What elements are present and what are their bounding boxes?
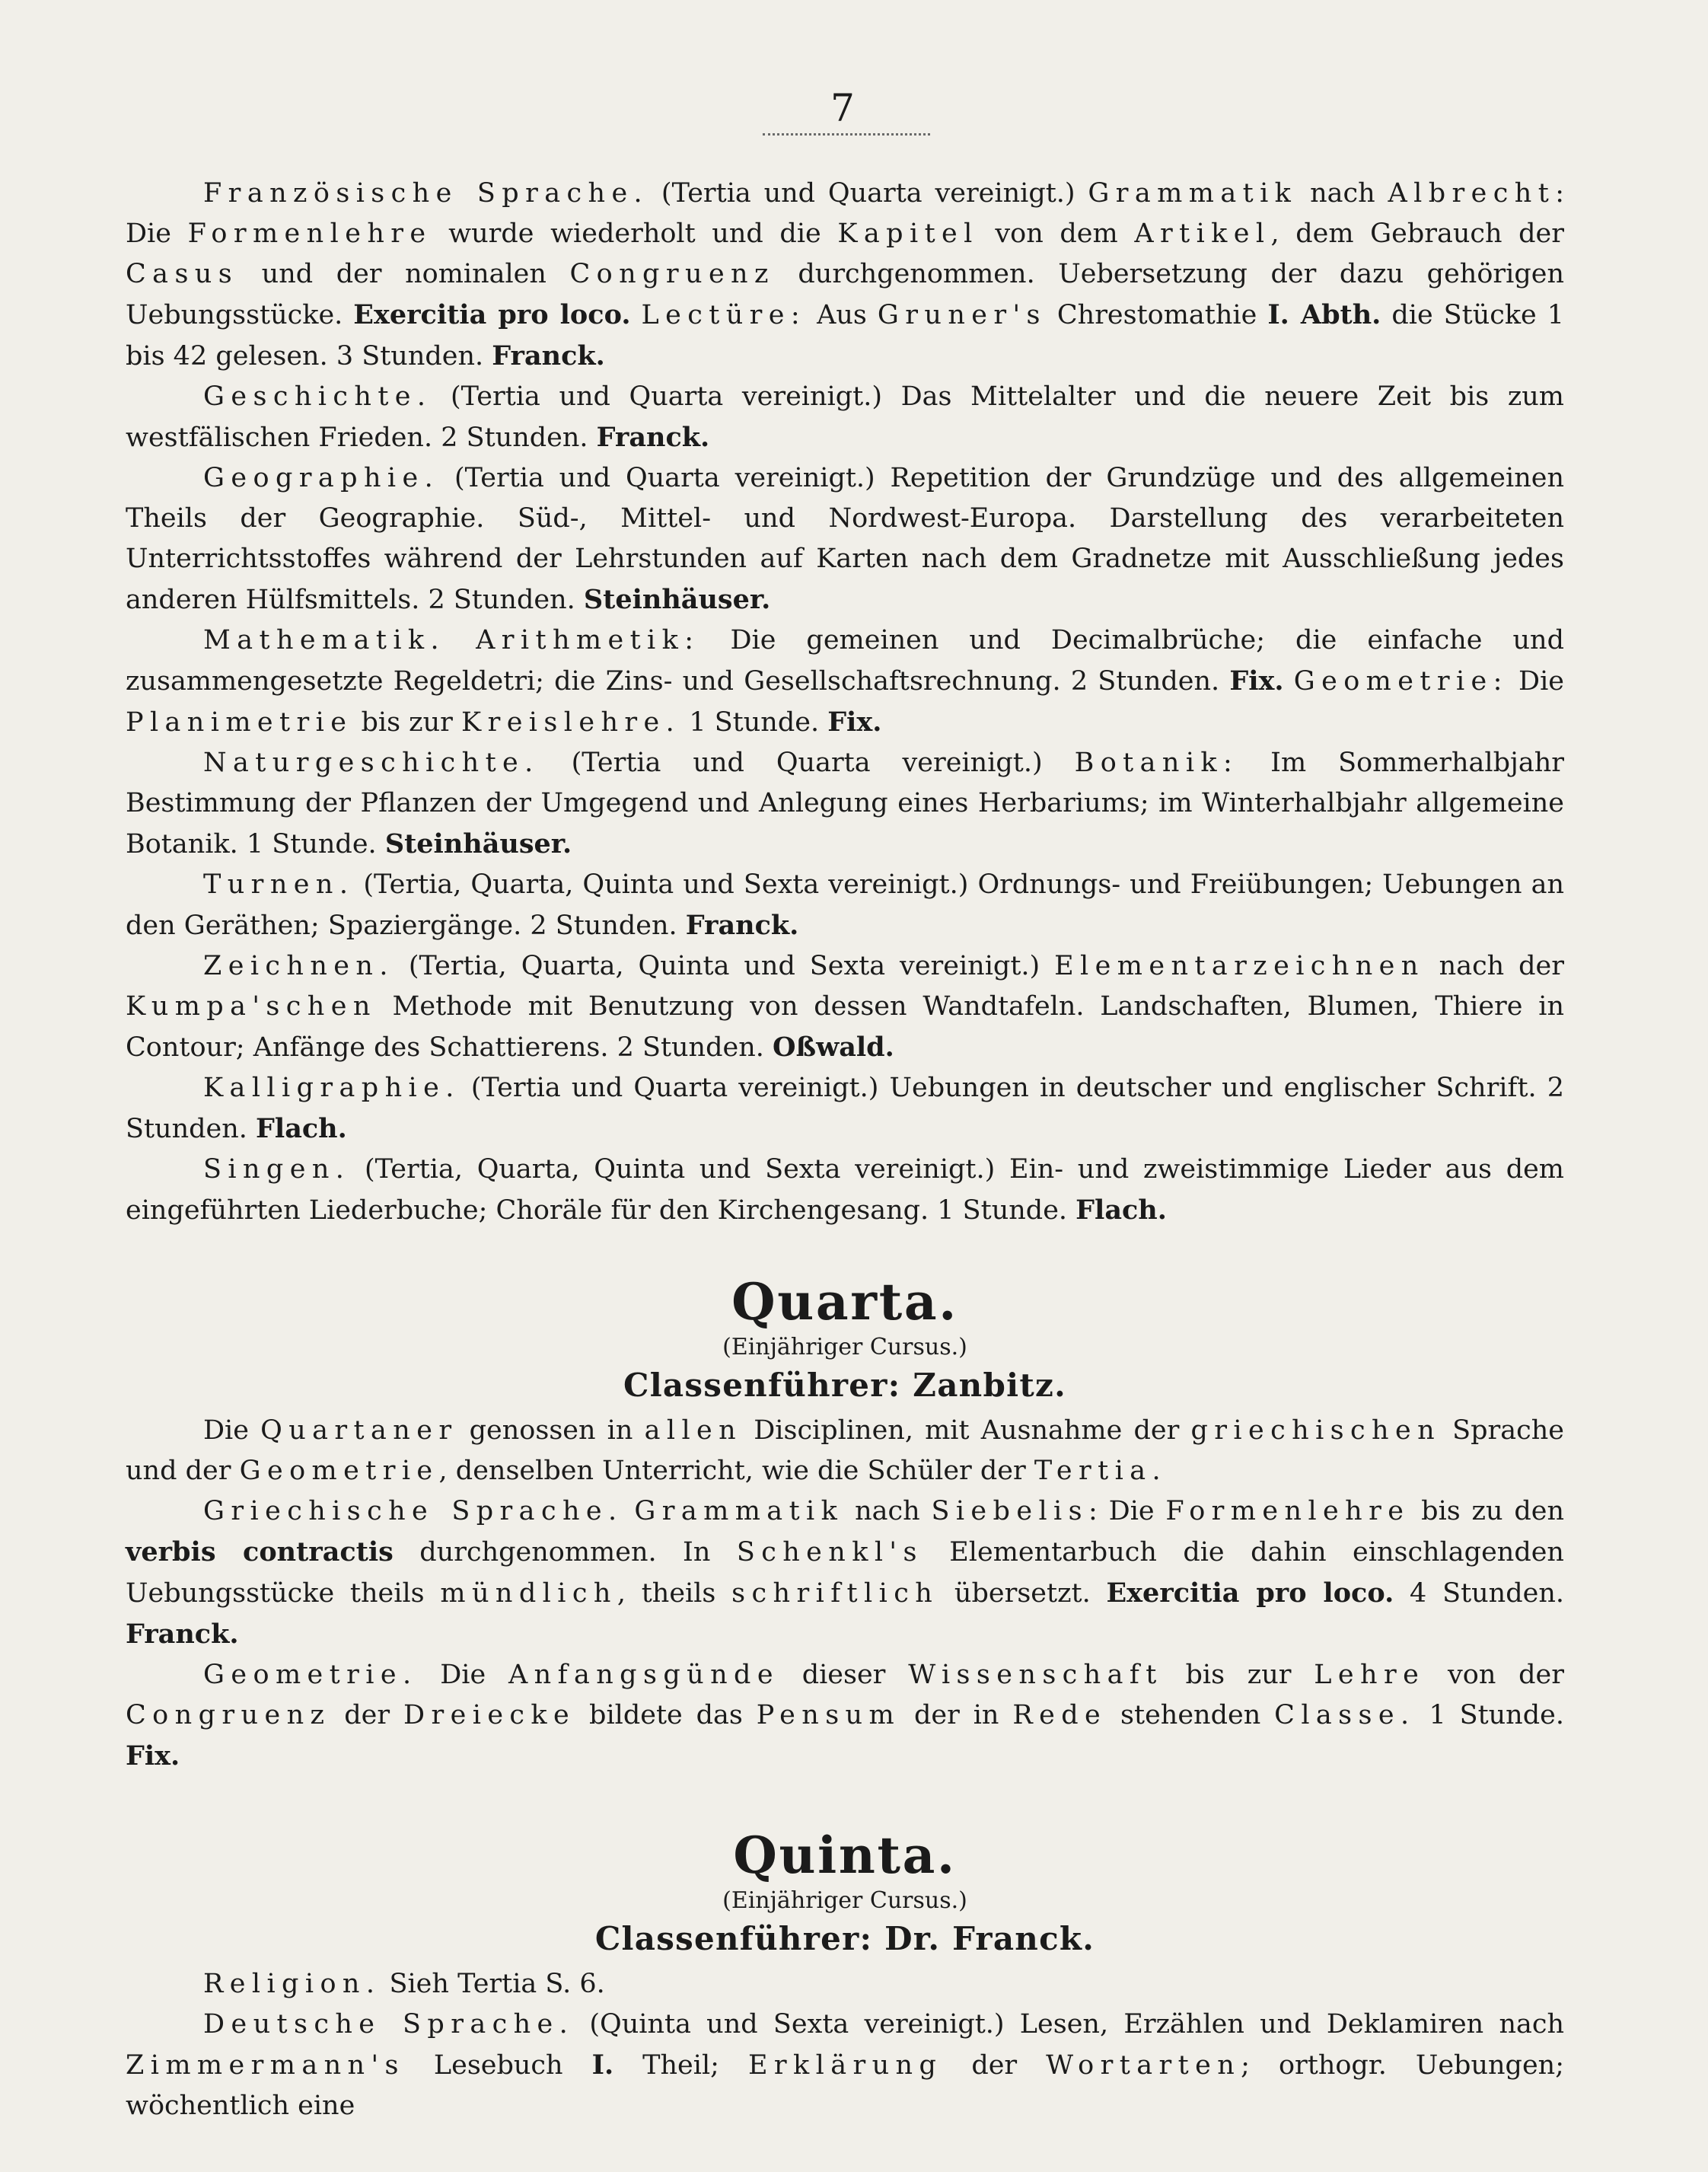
latin-term: I. Abth. [1267, 299, 1381, 330]
text: : Die [1088, 1496, 1166, 1526]
paragraph-kalligraphie [126, 1068, 1564, 1150]
text: nach [843, 1496, 932, 1526]
emphasis: Congruenz [126, 1700, 331, 1730]
paragraph-geschichte [126, 377, 1564, 458]
text: (Tertia, Quarta, Quinta und Sexta vereinigt.) [394, 951, 1055, 981]
paragraph-naturgeschichte [126, 743, 1564, 865]
emphasis: mündlich [440, 1578, 617, 1609]
subject-label: Deutsche Sprache. [203, 2009, 575, 2040]
emphasis: Classe. [1274, 1700, 1416, 1730]
emphasis: Kumpa'schen [126, 991, 377, 1022]
paragraph-griechisch [126, 1491, 1564, 1655]
paragraph-singen [126, 1150, 1564, 1231]
text: bildete das [575, 1700, 757, 1730]
text: (Tertia, Quarta, Quinta und Sexta vereinigt.) Ein- und zweistimmige Lieder aus dem eingeführten Liederbuche; Choräle für den Kirchengesang. 1 Stunde. [126, 1154, 1564, 1226]
section-title-quarta: Quarta. [731, 1272, 958, 1332]
subject-label: Singen. [203, 1154, 351, 1185]
page-content [126, 174, 1564, 2126]
emphasis: Erklärung [747, 2050, 943, 2081]
emphasis: schriftlich [731, 1578, 939, 1609]
text: Methode mit Benutzung von dessen Wandtafeln. Landschaften, Blumen, Thiere in Contour; Anfänge des Schattierens. 2 Stunden. [126, 991, 1564, 1063]
subject-label: Religion. [203, 1969, 381, 1999]
emphasis: griechischen [1190, 1415, 1442, 1446]
paragraph-turnen [126, 865, 1564, 946]
paragraph-franzoesisch [126, 174, 1564, 377]
text: , dem Gebrauch der [1270, 218, 1564, 249]
paragraph-religion [126, 1964, 1564, 2005]
subject-label: Naturgeschichte. [203, 748, 540, 778]
paragraph-mathematik [126, 620, 1564, 743]
emphasis: Kapitel [837, 218, 979, 249]
text: bis zur [352, 707, 462, 738]
teacher-name: Flach. [1075, 1194, 1167, 1226]
emphasis: allen [644, 1415, 743, 1446]
emphasis: Grammatik [634, 1496, 844, 1526]
text: der [330, 1700, 404, 1730]
text: 1 Stunde. [1415, 1700, 1564, 1730]
text: der [942, 2050, 1047, 2081]
latin-term: I. [591, 2049, 614, 2081]
text: (Tertia und Quarta vereinigt.) Repetition der Grundzüge und des allgemeinen Theils der Geographie. Süd-, Mittel- und Nordwest-Europa. Darstellung des verarbeiteten Unterrichtsstoffes während der Lehrstunden auf Karten nach dem Gradnetze mit Ausschließung jedes anderen Hülfsmittels. 2 Stunden. [126, 463, 1564, 615]
emphasis: Congruenz [569, 259, 775, 289]
emphasis: Wissenschaft [908, 1660, 1163, 1690]
emphasis: Geometrie [239, 1456, 439, 1486]
section-spacer [126, 1231, 1564, 1272]
text: (Tertia und Quarta vereinigt.) [539, 748, 1075, 778]
emphasis: Artikel [1134, 218, 1271, 249]
emphasis: Lehre [1314, 1660, 1426, 1690]
text: 1 Stunde. [680, 707, 828, 738]
paragraph-geometrie [126, 1655, 1564, 1777]
latin-term: verbis contractis [126, 1536, 394, 1568]
emphasis: Formenlehre [1165, 1496, 1410, 1526]
emphasis: Dreiecke [403, 1700, 576, 1730]
subject-label: Französische Sprache. [203, 178, 649, 209]
emphasis: Albrecht [1388, 178, 1556, 209]
emphasis: Botanik: [1074, 748, 1239, 778]
teacher-name: Steinhäuser. [384, 828, 572, 860]
text [445, 625, 476, 655]
text: (Tertia und Quarta vereinigt.) [648, 178, 1088, 209]
text: Lesebuch [404, 2050, 592, 2081]
emphasis: Kreislehre. [461, 707, 681, 738]
emphasis: Anfangsgünde [508, 1660, 779, 1690]
subject-label: Kalligraphie. [203, 1073, 460, 1103]
teacher-name: Oßwald. [773, 1032, 894, 1063]
paragraph-deutsch [126, 2005, 1564, 2126]
text: (Tertia und Quarta vereinigt.) Das Mittelalter und die neuere Zeit bis zum westfälischen Frieden. 2 Stunden. [126, 381, 1564, 453]
subject-label: Griechische Sprache. [203, 1496, 623, 1526]
page-number: 7 [830, 86, 855, 130]
emphasis: Wortarten [1046, 2050, 1241, 2081]
class-teacher-line: Classenführer: Zanbitz. [623, 1367, 1066, 1404]
emphasis: Formenlehre [187, 218, 432, 249]
text: übersetzt. [938, 1578, 1107, 1609]
text: durchgenommen. Uebersetzung der dazu gehörigen Uebungsstücke. [126, 259, 1564, 330]
emphasis: Pensum [756, 1700, 901, 1730]
emphasis: Tertia. [1034, 1456, 1167, 1486]
emphasis: Geometrie: [1293, 666, 1509, 697]
text [1284, 666, 1294, 697]
emphasis: Zimmermann's [126, 2050, 405, 2081]
text [623, 1496, 635, 1526]
text: bis zur [1162, 1660, 1314, 1690]
text: : Die [126, 178, 1564, 249]
subject-label: Turnen. [203, 869, 355, 900]
text: stehenden [1107, 1700, 1275, 1730]
section-subtitle: (Einjähriger Cursus.) [722, 1334, 967, 1360]
text: , theils [617, 1578, 732, 1609]
text: 4 Stunden. [1394, 1578, 1565, 1609]
text: bis zu den [1410, 1496, 1565, 1526]
teacher-name: Fix. [827, 706, 882, 738]
subject-label: Mathematik. [203, 625, 446, 655]
section-spacer [126, 1777, 1564, 1826]
text: von der [1425, 1660, 1564, 1690]
latin-term: Exercitia pro loco. [1106, 1577, 1394, 1609]
section-subtitle: (Einjähriger Cursus.) [722, 1887, 967, 1914]
text: Die gemeinen und Decimalbrüche; die einfache und zusammengesetzte Regeldetri; die Zins- und Gesellschaftsrechnung. 2 Stunden. [126, 625, 1564, 697]
teacher-name: Franck. [596, 422, 710, 453]
text: Die [417, 1660, 508, 1690]
emphasis: Casus [126, 259, 239, 289]
emphasis: Siebelis [931, 1496, 1089, 1526]
text: Aus [806, 300, 878, 330]
text: der in [900, 1700, 1013, 1730]
class-teacher-line: Classenführer: Dr. Franck. [594, 1920, 1095, 1957]
text: (Tertia, Quarta, Quinta und Sexta vereinigt.) Ordnungs- und Freiübungen; Uebungen an den Geräthen; Spaziergänge. 2 Stunden. [126, 869, 1564, 941]
teacher-name: Franck. [685, 910, 799, 941]
text: Disciplinen, mit Ausnahme der [742, 1415, 1191, 1446]
emphasis: Gruner's [877, 300, 1047, 330]
paragraph-geographie [126, 458, 1564, 620]
emphasis: Planimetrie [126, 707, 353, 738]
subject-label: Zeichnen. [203, 951, 394, 981]
text: (Tertia und Quarta vereinigt.) Uebungen in deutscher und englischer Schrift. 2 Stunden. [126, 1073, 1564, 1144]
emphasis: Schenkl's [736, 1537, 923, 1568]
teacher-name: Franck. [492, 340, 605, 372]
emphasis: Lectüre: [641, 300, 807, 330]
latin-term: Exercitia pro loco. [353, 299, 631, 330]
paragraph-quarta-intro [126, 1411, 1564, 1491]
page-number-rule [763, 133, 930, 136]
paragraph-zeichnen [126, 946, 1564, 1068]
teacher-name: Flach. [256, 1113, 347, 1144]
subject-label: Geometrie. [203, 1660, 418, 1690]
emphasis: Grammatik [1088, 178, 1298, 209]
text: Theil; [613, 2050, 748, 2081]
text: ; orthogr. Uebungen; wöchentlich eine [126, 2050, 1564, 2121]
text: Elementarbuch die dahin einschlagenden Uebungsstücke theils [126, 1537, 1564, 1609]
teacher-name: Fix. [1229, 665, 1284, 697]
emphasis: Quartaner [260, 1415, 458, 1446]
subject-label: Geschichte. [203, 381, 432, 412]
text: Die [203, 1415, 261, 1446]
teacher-name: Fix. [126, 1740, 180, 1772]
text [631, 300, 642, 330]
text: , denselben Unterricht, wie die Schüler der [438, 1456, 1034, 1486]
text: von dem [978, 218, 1135, 249]
text: Chrestomathie [1046, 300, 1268, 330]
emphasis: Elementarzeichnen [1054, 951, 1425, 981]
text: Sieh Tertia S. 6. [381, 1969, 605, 1999]
text: durchgenommen. In [393, 1537, 737, 1568]
text: und der nominalen [238, 259, 570, 289]
text: Im Sommerhalbjahr Bestimmung der Pflanzen der Umgegend und Anlegung eines Herbariums; im Winterhalbjahr allgemeine Botanik. 1 Stunde. [126, 748, 1564, 860]
section-title-quinta: Quinta. [733, 1826, 957, 1885]
text: wurde wiederholt und die [432, 218, 838, 249]
teacher-name: Steinhäuser. [583, 584, 771, 615]
text: nach der [1424, 951, 1564, 981]
emphasis: Arithmetik: [476, 625, 700, 655]
text: Die [1508, 666, 1564, 697]
text: (Quinta und Sexta vereinigt.) Lesen, Erzählen und Deklamiren nach [574, 2009, 1564, 2040]
text: die Stücke 1 bis 42 gelesen. 3 Stunden. [126, 300, 1565, 372]
emphasis: Rede [1012, 1700, 1107, 1730]
text: nach [1297, 178, 1388, 209]
subject-label: Geographie. [203, 463, 440, 493]
teacher-name: Franck. [126, 1619, 239, 1650]
text: dieser [779, 1660, 909, 1690]
text: genossen in [457, 1415, 645, 1446]
text: Sprache und der [126, 1415, 1565, 1486]
